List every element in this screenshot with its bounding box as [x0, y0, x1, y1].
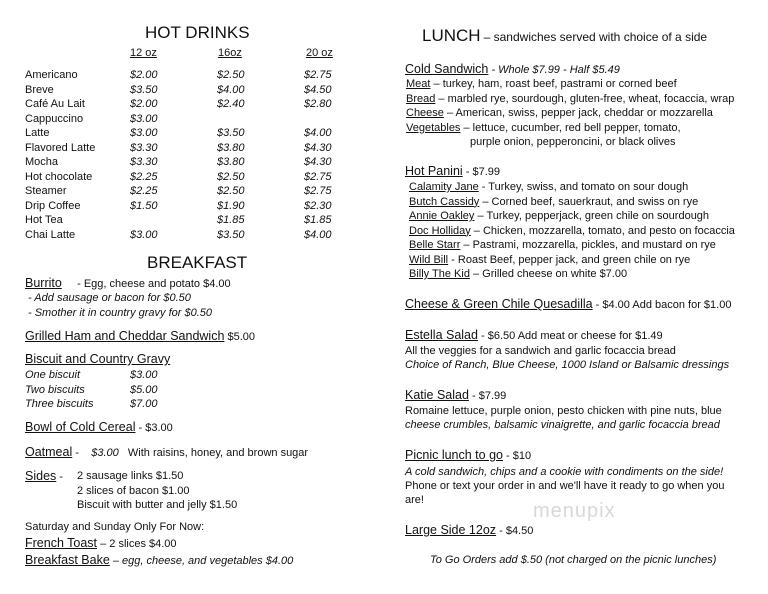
- panini-name: Wild Bill: [409, 253, 449, 266]
- price-16oz: $3.50: [217, 127, 245, 139]
- size-20oz: 20 oz: [306, 47, 333, 59]
- size-16oz: 16oz: [218, 47, 242, 59]
- price-16oz: $1.90: [217, 199, 245, 212]
- biscuit-price: $3.00: [130, 369, 158, 381]
- biscuit-option: Two biscuits: [25, 384, 85, 396]
- panini-name: Belle Starr: [409, 239, 461, 251]
- price-16oz: $3.80: [217, 141, 245, 154]
- option-label: Bread: [406, 92, 436, 105]
- price-20oz: $4.30: [304, 156, 332, 168]
- item-price: - Whole $7.99 - Half $5.49: [488, 64, 620, 76]
- price-12oz: $2.00: [130, 69, 158, 81]
- price-12oz: $3.30: [130, 141, 158, 154]
- burrito-addon: - Smother it in country gravy for $0.50: [28, 307, 213, 319]
- cold-option: [406, 92, 734, 106]
- price-12oz: $3.00: [130, 112, 158, 125]
- item-name: Cheese & Green Chile Quesadilla: [405, 297, 593, 311]
- drink-name: Hot Tea: [25, 214, 63, 226]
- lunch-title: LUNCH: [422, 26, 481, 45]
- price-20oz: $4.50: [304, 83, 332, 96]
- item-name: Grilled Ham and Cheddar Sandwich: [25, 329, 225, 343]
- biscuit-heading: Biscuit and Country Gravy: [25, 352, 171, 366]
- option-desc: – American, swiss, pepper jack, cheddar or mozzarella: [443, 107, 713, 119]
- item-name: Picnic lunch to go: [405, 448, 503, 462]
- item-price: - $3.00: [138, 422, 173, 434]
- item-price: $3.00: [91, 447, 119, 459]
- option-desc: – turkey, ham, roast beef, pastrami or corned beef: [430, 78, 677, 90]
- lunch-subtitle: – sandwiches served with choice of a side: [483, 30, 708, 44]
- size-12oz: 12 oz: [130, 47, 157, 59]
- price-20oz: $2.75: [304, 170, 332, 183]
- to-go-note: To Go Orders add $.50 (not charged on the picnic lunches): [430, 554, 717, 566]
- price-12oz: $3.00: [130, 228, 158, 241]
- menu-item-large-side: [405, 523, 533, 538]
- item-name: Katie Salad: [405, 388, 469, 402]
- burrito-addon: - Add sausage or bacon for $0.50: [28, 292, 191, 304]
- price-12oz: $3.30: [130, 156, 158, 168]
- menu-item-breakfast-bake: [25, 553, 293, 568]
- menu-item-picnic: [405, 448, 531, 463]
- panini-desc: – Chicken, mozzarella, tomato, and pesto on focaccia: [470, 224, 735, 237]
- drink-name: Americano: [25, 69, 78, 81]
- option-label: Meat: [406, 78, 431, 90]
- price-12oz: $2.00: [130, 98, 158, 110]
- panini-desc: – Turkey, pepperjack, green chile on sourdough: [474, 210, 710, 222]
- item-price: $5.00: [227, 331, 256, 343]
- desc-line: Choice of Ranch, Blue Cheese, 1000 Island or Balsamic dressings: [405, 359, 730, 371]
- drink-name: Steamer: [25, 185, 67, 197]
- price-20oz: $4.00: [304, 228, 332, 241]
- hot-drinks-title: HOT DRINKS: [145, 23, 250, 42]
- price-16oz: $3.50: [217, 228, 245, 241]
- menu-item-grilled-ham: [25, 329, 255, 344]
- desc-line: Phone or text your order in and we'll have it ready to go when you: [405, 480, 725, 492]
- price-20oz: $2.75: [304, 185, 332, 197]
- weekend-note: Saturday and Sunday Only For Now:: [25, 521, 205, 533]
- price-16oz: $2.40: [217, 98, 245, 110]
- price-12oz: $3.00: [130, 127, 158, 139]
- side-item: 2 sausage links $1.50: [77, 470, 184, 482]
- drink-name: Hot chocolate: [25, 170, 93, 183]
- drink-name: Flavored Latte: [25, 141, 96, 154]
- menu-item-katie: [405, 388, 506, 403]
- price-12oz: $2.25: [130, 185, 158, 197]
- panini-name: Doc Holliday: [409, 224, 471, 237]
- desc-line: All the veggies for a sandwich and garlic focaccia bread: [405, 345, 676, 357]
- panini-item: [409, 209, 709, 223]
- panini-item: [409, 253, 690, 267]
- price-20oz: $4.30: [304, 141, 332, 154]
- biscuit-price: $5.00: [130, 384, 158, 396]
- cold-option: [406, 77, 677, 91]
- breakfast-title: BREAKFAST: [147, 253, 248, 272]
- price-16oz: $3.80: [217, 156, 245, 168]
- item-name: Breakfast Bake: [25, 553, 110, 567]
- biscuit-option: Three biscuits: [25, 398, 94, 410]
- panini-name: Annie Oakley: [409, 210, 475, 222]
- drink-name: Latte: [25, 127, 50, 139]
- panini-desc: - Turkey, swiss, and tomato on sour dough: [478, 181, 689, 193]
- desc-line: cheese crumbles, balsamic vinaigrette, and garlic focaccia bread: [405, 419, 720, 431]
- price-20oz: $4.00: [304, 127, 332, 139]
- menu-item-cold-sandwich: [405, 62, 620, 77]
- item-name: Burrito: [25, 276, 62, 290]
- biscuit-price: $7.00: [130, 398, 158, 410]
- price-16oz: $2.50: [217, 185, 245, 197]
- menu-item-french-toast: [25, 536, 177, 551]
- biscuit-option: One biscuit: [25, 369, 81, 381]
- price-16oz: $1.85: [217, 214, 245, 226]
- price-12oz: $1.50: [130, 199, 158, 212]
- item-desc: - $4.50: [496, 525, 534, 537]
- panini-item: [409, 195, 698, 209]
- item-desc: - Egg, cheese and potato $4.00: [77, 278, 231, 290]
- panini-desc: – Corned beef, sauerkraut, and swiss on rye: [479, 195, 699, 208]
- price-16oz: $4.00: [217, 83, 245, 96]
- panini-item: [409, 238, 716, 252]
- item-desc: – egg, cheese, and vegetables $4.00: [112, 555, 294, 567]
- watermark: menupix: [533, 500, 616, 522]
- menu-item-oatmeal: [25, 445, 308, 460]
- panini-name: Calamity Jane: [409, 181, 479, 193]
- price-16oz: $2.50: [217, 170, 245, 183]
- item-desc: - $7.99: [468, 390, 507, 402]
- drink-name: Breve: [25, 83, 54, 96]
- drink-name: Cappuccino: [25, 112, 84, 125]
- item-name: Oatmeal: [25, 445, 73, 459]
- option-desc: – marbled rye, sourdough, gluten-free, wheat, focaccia, wrap: [435, 92, 735, 105]
- price-12oz: $2.25: [130, 170, 158, 183]
- price-20oz: $2.80: [304, 98, 332, 110]
- item-desc: - $6.50 Add meat or cheese for $1.49: [477, 330, 663, 342]
- item-name: Bowl of Cold Cereal: [25, 420, 136, 434]
- drink-name: Mocha: [25, 156, 59, 168]
- lunch-header: [422, 26, 708, 45]
- panini-item: [409, 267, 627, 281]
- menu-item-estella: [405, 328, 663, 343]
- drink-name: Chai Latte: [25, 228, 76, 241]
- item-name: Cold Sandwich: [405, 62, 489, 76]
- desc-line: A cold sandwich, chips and a cookie with condiments on the side!: [405, 466, 724, 478]
- desc-line: are!: [405, 494, 424, 506]
- price-20oz: $2.75: [304, 69, 332, 81]
- item-name: Estella Salad: [405, 328, 478, 342]
- item-desc: With raisins, honey, and brown sugar: [127, 447, 309, 459]
- menu-item-cereal: [25, 420, 173, 435]
- item-name: French Toast: [25, 536, 98, 550]
- panini-name: Billy The Kid: [409, 268, 470, 280]
- panini-desc: - Roast Beef, pepper jack, and green chile on rye: [448, 253, 691, 266]
- cold-option: [406, 121, 681, 135]
- price-16oz: $2.50: [217, 69, 245, 81]
- item-name: Hot Panini: [405, 164, 463, 178]
- menu-item-quesadilla: [405, 297, 731, 312]
- panini-name: Butch Cassidy: [409, 195, 480, 208]
- panini-item: [409, 224, 735, 238]
- item-desc: – 2 slices $4.00: [100, 538, 177, 550]
- side-item: 2 slices of bacon $1.00: [77, 485, 190, 497]
- price-20oz: $1.85: [304, 214, 332, 226]
- menu-item-hot-panini: [405, 164, 500, 179]
- dash: -: [59, 471, 64, 483]
- veg-continued: purple onion, pepperoncini, or black olives: [470, 136, 676, 148]
- drink-name: Café Au Lait: [25, 98, 85, 110]
- panini-desc: – Grilled cheese on white $7.00: [469, 268, 628, 280]
- option-label: Vegetables: [406, 121, 461, 134]
- desc-line: Romaine lettuce, purple onion, pesto chicken with pine nuts, blue: [405, 405, 722, 417]
- cold-option: [406, 106, 713, 120]
- item-name: Large Side 12oz: [405, 523, 497, 537]
- price-12oz: $3.50: [130, 83, 158, 96]
- option-label: Cheese: [406, 107, 444, 119]
- price-20oz: $2.30: [304, 199, 332, 212]
- item-desc: - $4.00 Add bacon for $1.00: [592, 299, 732, 311]
- side-item: Biscuit with butter and jelly $1.50: [77, 499, 238, 511]
- panini-desc: – Pastrami, mozzarella, pickles, and mustard on rye: [460, 239, 716, 251]
- dash: -: [75, 447, 79, 459]
- item-price: - $7.99: [462, 166, 500, 178]
- drink-name: Drip Coffee: [25, 199, 81, 212]
- menu-item-burrito: [25, 276, 231, 291]
- item-name: Sides: [25, 469, 57, 483]
- item-desc: - $10: [502, 450, 532, 462]
- sides-heading: [25, 469, 63, 484]
- option-desc: – lettuce, cucumber, red bell pepper, tomato,: [460, 121, 681, 134]
- panini-item: [409, 180, 688, 194]
